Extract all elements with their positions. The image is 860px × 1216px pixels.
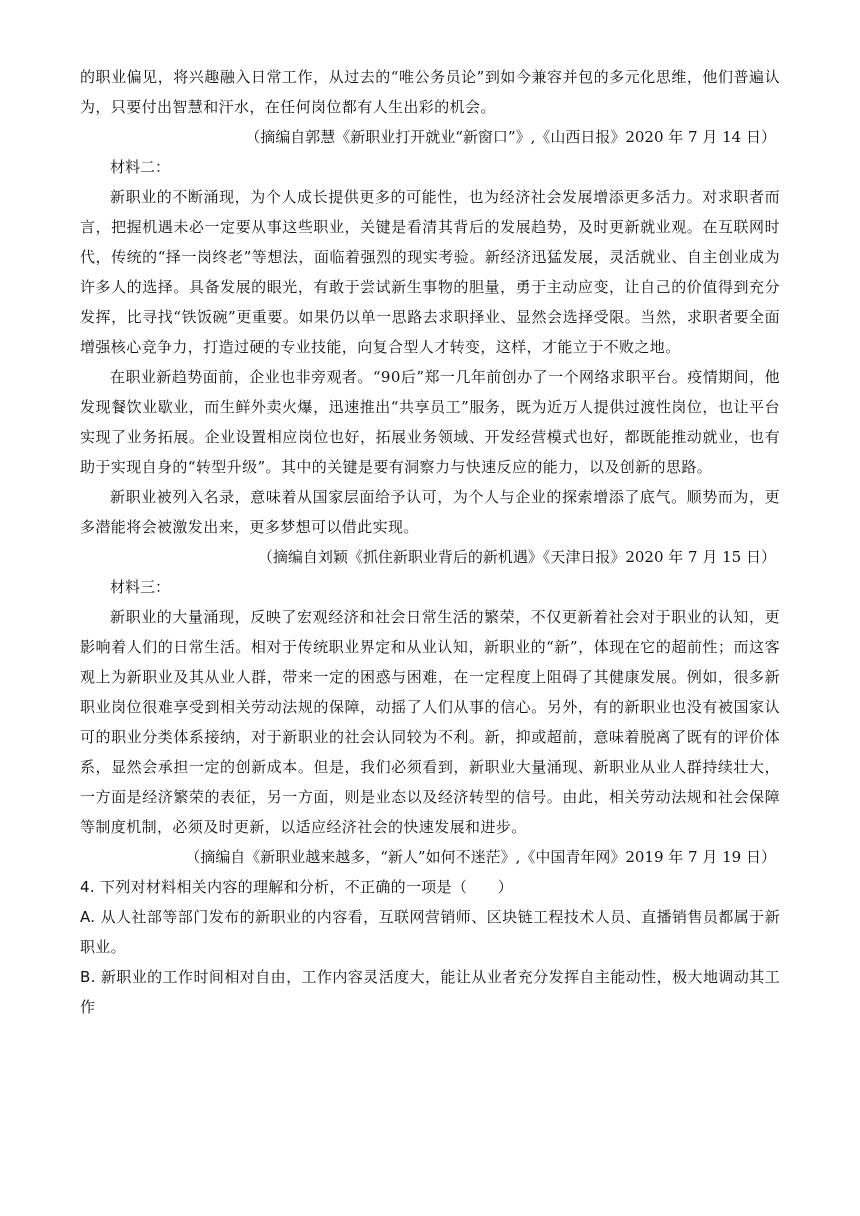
material1-source: （摘编自郭慧《新职业打开就业“新窗口”》,《山西日报》2020 年 7 月 14 日） bbox=[245, 128, 776, 146]
material2-source: （摘编自刘颖《抓住新职业背后的新机遇》《天津日报》2020 年 7 月 15 日） bbox=[257, 548, 776, 566]
material1-tail-paragraph: 的职业偏见，将兴趣融入日常工作，从过去的“唯公务员论”到如今兼容并包的多元化思维，他们普遍认为，只要付出智慧和汗水，在任何岗位都有人生出彩的机会。 bbox=[80, 68, 780, 116]
question-4-option-a: A. 从人社部等部门发布的新职业的内容看，互联网营销师、区块链工程技术人员、直播销售员都属于新职业。 bbox=[80, 908, 780, 956]
material3-heading: 材料三： bbox=[110, 578, 171, 596]
question-4-stem: 4. 下列对材料相关内容的理解和分析，不正确的一项是（ ） bbox=[80, 878, 514, 896]
material3-source: （摘编自《新职业越来越多，“新人”如何不迷茫》,《中国青年网》2019 年 7 月 19 日） bbox=[185, 848, 776, 866]
question-4-option-b: B. 新职业的工作时间相对自由，工作内容灵活度大，能让从业者充分发挥自主能动性，极大地调动其工作 bbox=[80, 968, 780, 1016]
document-page bbox=[80, 62, 780, 1022]
material3-paragraph-1: 新职业的大量涌现，反映了宏观经济和社会日常生活的繁荣，不仅更新着社会对于职业的认知，更影响着人们的日常生活。相对于传统职业界定和从业认知，新职业的“新”，体现在它的超前性；而这客观上为新职业及其从业人群，带来一定的困惑与困难，在一定程度上阻碍了其健康发展。例如，很多新职业岗位很难享受到相关劳动法规的保障，动摇了人们从事的信心。另外，有的新职业也没有被国家认可的职业分类体系接纳，对于新职业的社会认同较为不利。新，抑或超前，意味着脱离了既有的评价体系，显然会承担一定的创新成本。但是，我们必须看到，新职业大量涌现、新职业从业人群持续壮大，一方面是经济繁荣的表征，另一方面，则是业态以及经济转型的信号。由此，相关劳动法规和社会保障等制度机制，必须及时更新，以适应经济社会的快速发展和进步。 bbox=[80, 608, 780, 836]
material2-heading: 材料二： bbox=[110, 158, 171, 176]
material2-paragraph-1: 新职业的不断涌现，为个人成长提供更多的可能性，也为经济社会发展增添更多活力。对求职者而言，把握机遇未必一定要从事这些职业，关键是看清其背后的发展趋势，及时更新就业观。在互联网时代，传统的“择一岗终老”等想法，面临着强烈的现实考验。新经济迅猛发展，灵活就业、自主创业成为许多人的选择。具备发展的眼光，有敢于尝试新生事物的胆量，勇于主动应变，让自己的价值得到充分发挥，比寻找“铁饭碗”更重要。如果仍以单一思路去求职择业、显然会选择受限。当然，求职者要全面增强核心竞争力，打造过硬的专业技能，向复合型人才转变，这样，才能立于不败之地。 bbox=[80, 188, 780, 356]
material2-paragraph-3: 新职业被列入名录，意味着从国家层面给予认可，为个人与企业的探索增添了底气。顺势而为，更多潜能将会被激发出来，更多梦想可以借此实现。 bbox=[80, 488, 780, 536]
material2-paragraph-2: 在职业新趋势面前，企业也非旁观者。“90后”郑一几年前创办了一个网络求职平台。疫情期间，他发现餐饮业歇业，而生鲜外卖火爆，迅速推出“共享员工”服务，既为近万人提供过渡性岗位，也让平台实现了业务拓展。企业设置相应岗位也好，拓展业务领域、开发经营模式也好，都既能推动就业，也有助于实现自身的“转型升级”。其中的关键是要有洞察力与快速反应的能力，以及创新的思路。 bbox=[80, 368, 780, 476]
